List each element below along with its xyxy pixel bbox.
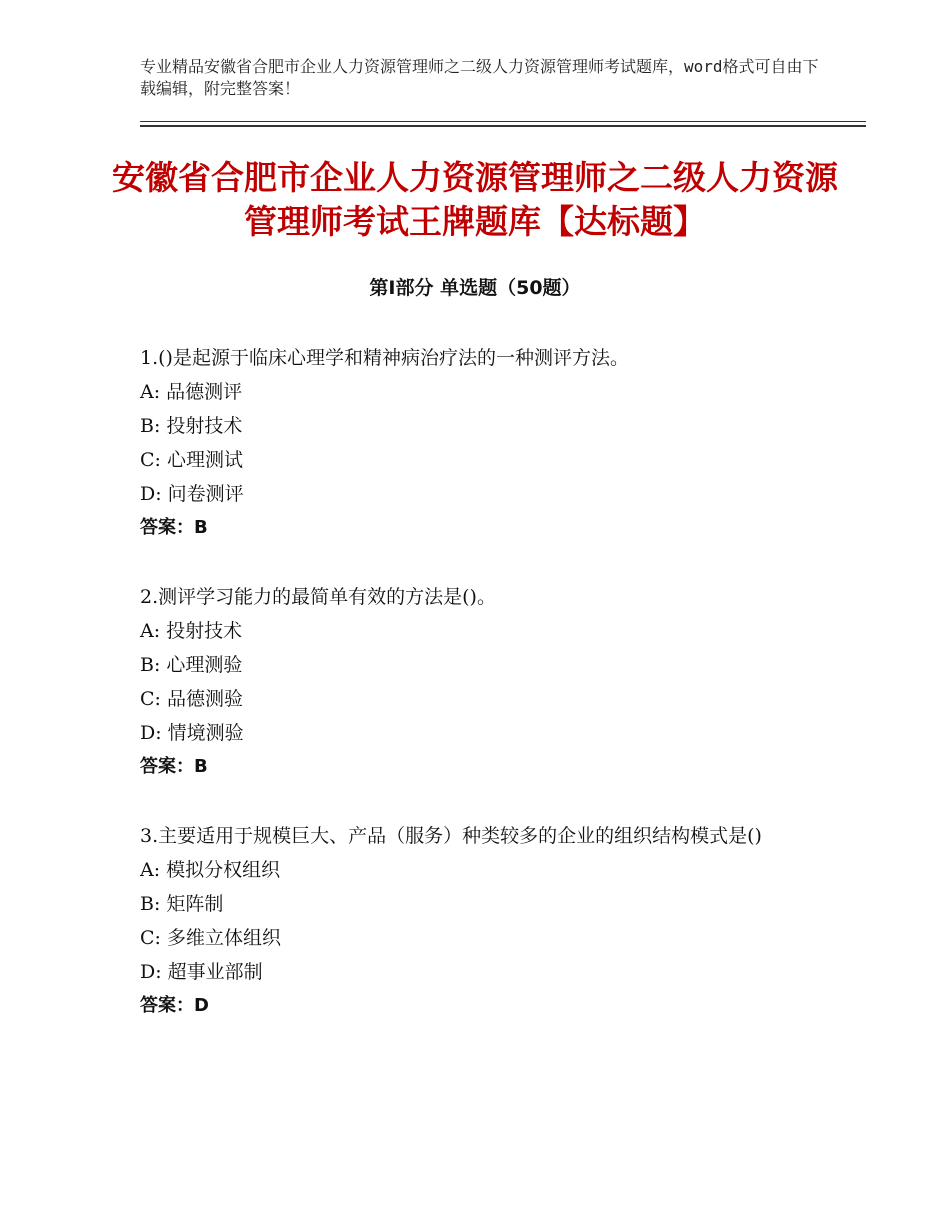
header-divider bbox=[140, 121, 866, 122]
option-b: B: 心理测验 bbox=[140, 654, 243, 676]
option-d: D: 问卷测评 bbox=[140, 483, 244, 505]
header-divider-thick bbox=[140, 125, 866, 127]
option-d: D: 情境测验 bbox=[140, 722, 244, 744]
question-stem: 2.测评学习能力的最简单有效的方法是()。 bbox=[140, 586, 496, 608]
question-stem: 1.()是起源于临床心理学和精神病治疗法的一种测评方法。 bbox=[140, 347, 629, 369]
question-3 bbox=[140, 819, 800, 1023]
option-b: B: 投射技术 bbox=[140, 415, 243, 437]
question-2 bbox=[140, 580, 820, 784]
option-a: A: 模拟分权组织 bbox=[140, 859, 281, 881]
option-c: C: 品德测验 bbox=[140, 688, 243, 710]
option-a: A: 品德测评 bbox=[140, 381, 243, 403]
answer: 答案：D bbox=[140, 995, 209, 1016]
option-a: A: 投射技术 bbox=[140, 620, 243, 642]
question-1 bbox=[140, 341, 820, 545]
option-d: D: 超事业部制 bbox=[140, 961, 263, 983]
option-c: C: 多维立体组织 bbox=[140, 927, 281, 949]
question-stem: 3.主要适用于规模巨大、产品（服务）种类较多的企业的组织结构模式是() bbox=[140, 825, 762, 847]
header-note: 专业精品安徽省合肥市企业人力资源管理师之二级人力资源管理师考试题库，word格式可自由下载编辑，附完整答案！ bbox=[140, 57, 819, 98]
option-c: C: 心理测试 bbox=[140, 449, 243, 471]
section-title: 第Ⅰ部分 单选题（50题） bbox=[369, 277, 581, 299]
answer: 答案：B bbox=[140, 756, 208, 777]
option-b: B: 矩阵制 bbox=[140, 893, 224, 915]
answer: 答案：B bbox=[140, 517, 208, 538]
document-title: 安徽省合肥市企业人力资源管理师之二级人力资源管理师考试王牌题库【达标题】 bbox=[112, 158, 838, 241]
